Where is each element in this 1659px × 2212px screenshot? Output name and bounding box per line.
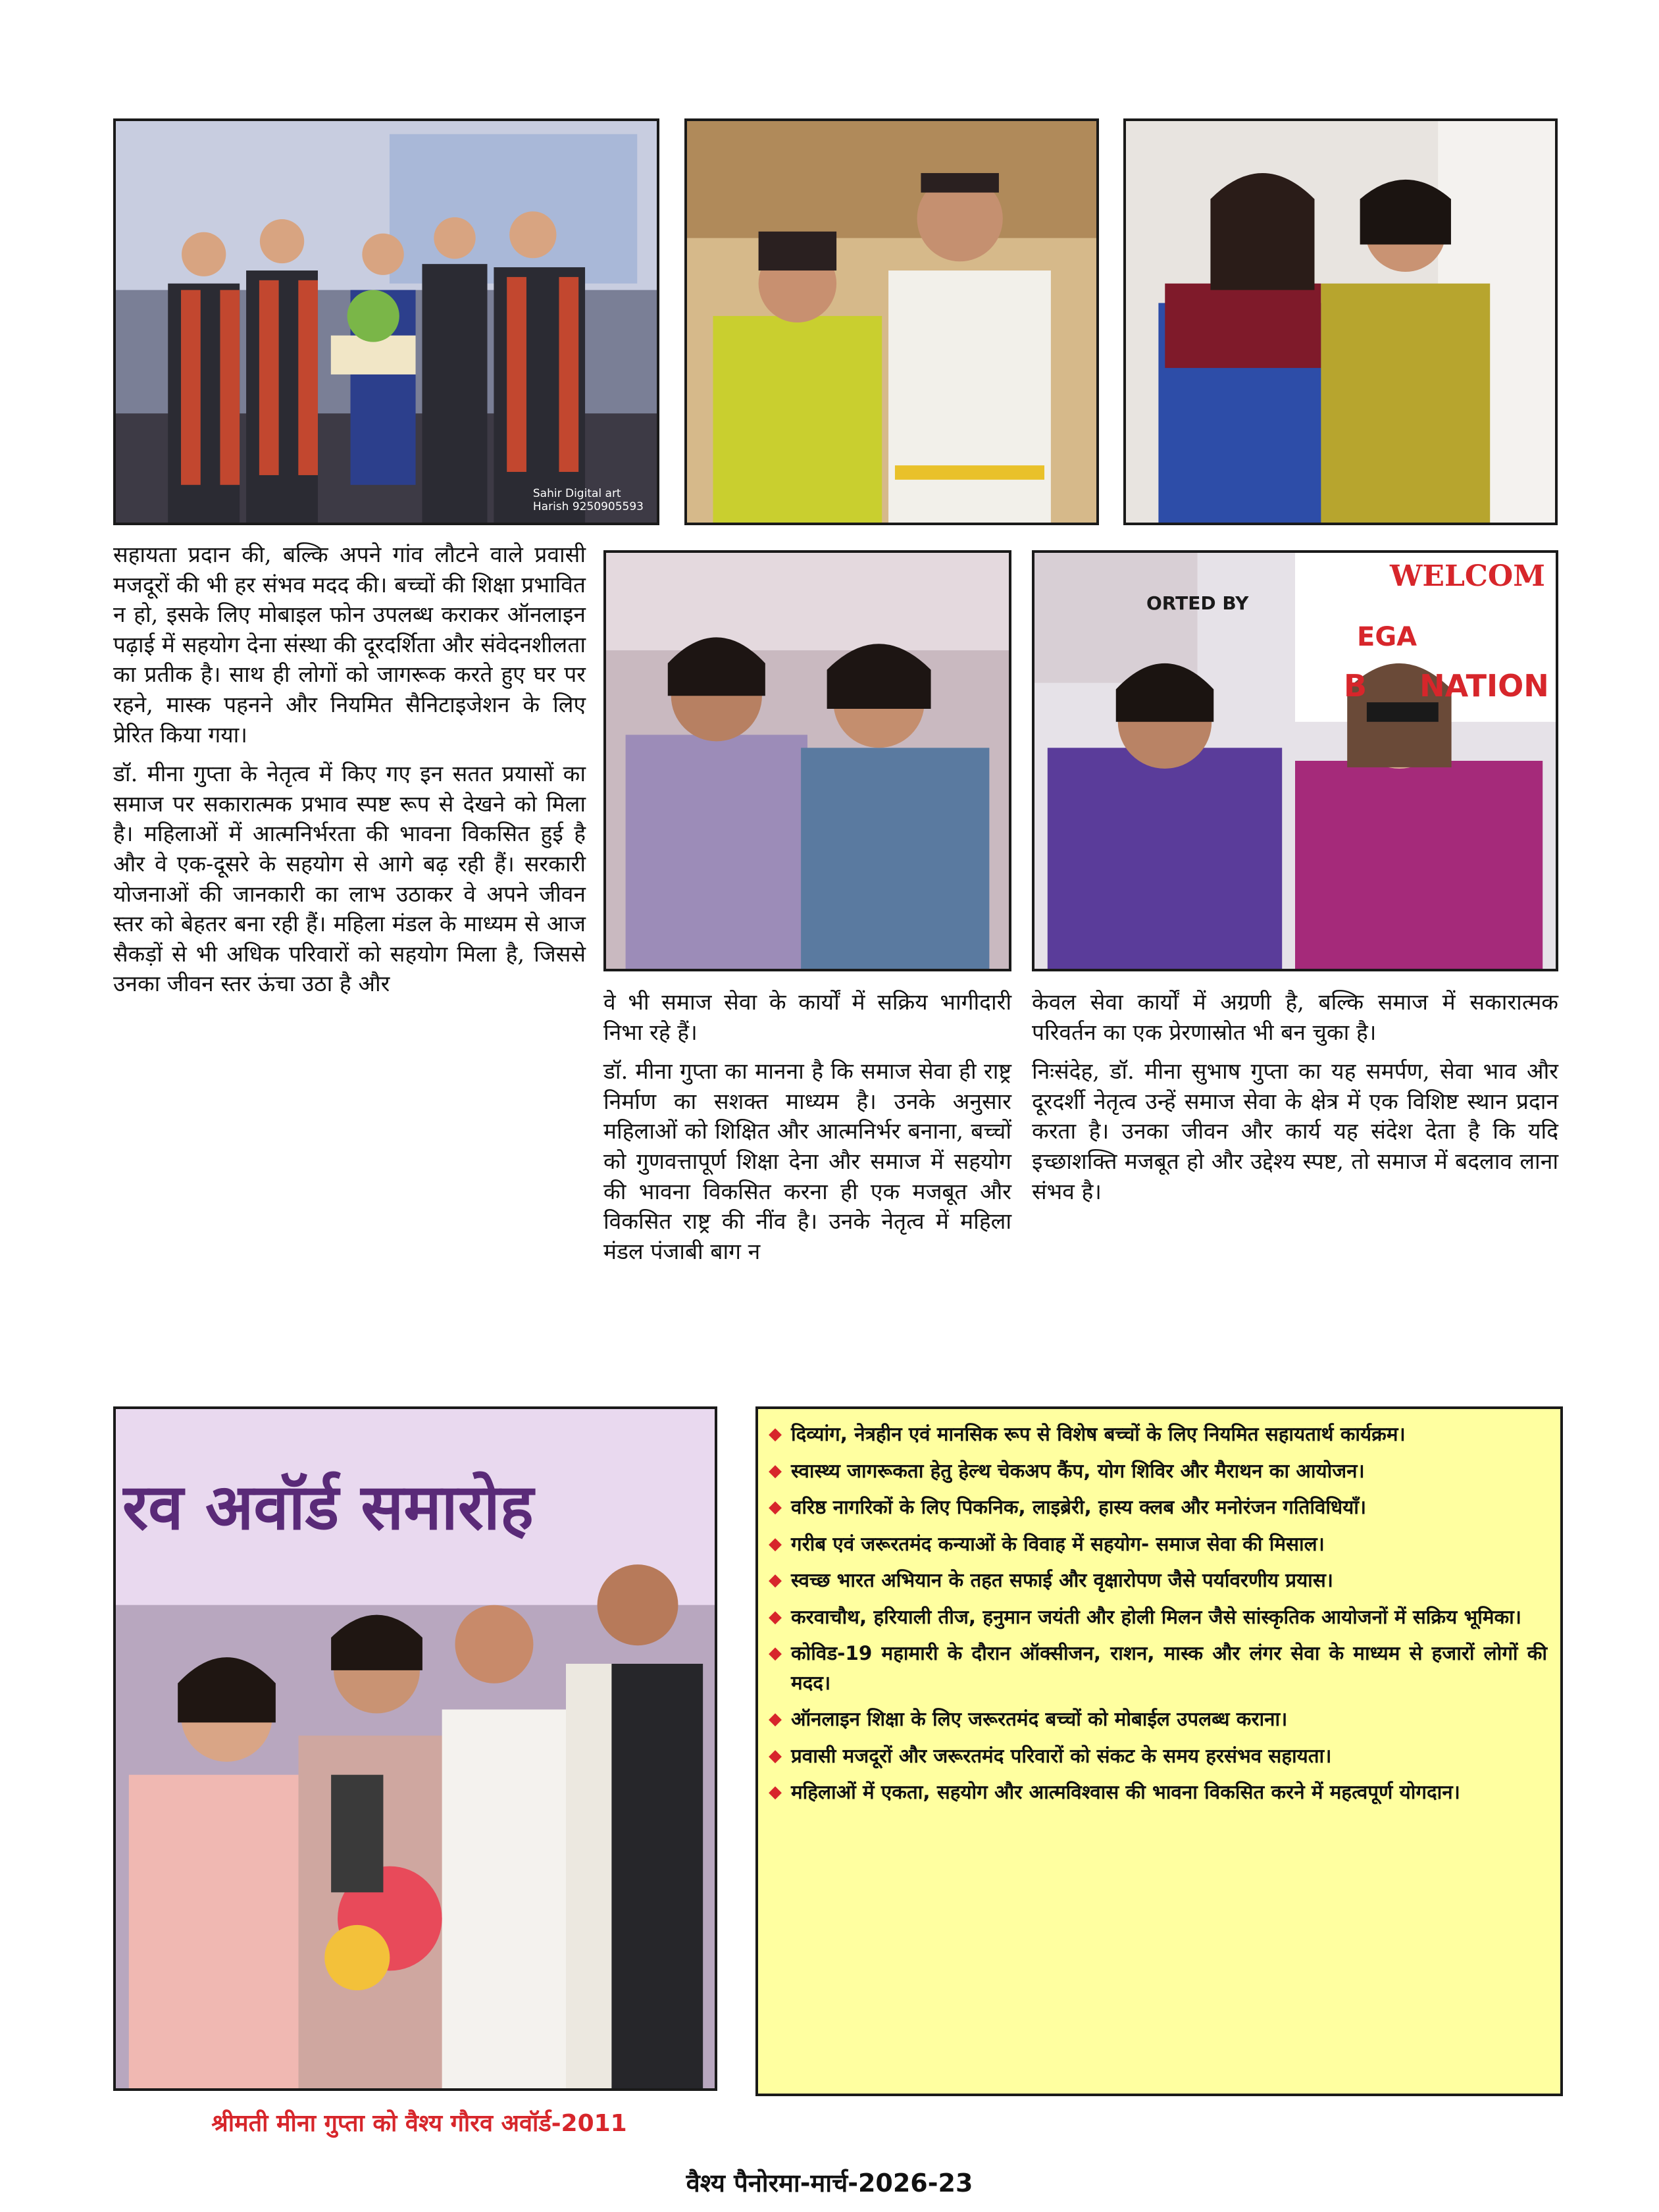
highlight-text: प्रवासी मजदूरों और जरूरतमंद परिवारों को संकट के समय हरसंभव सहायता। — [791, 1744, 1332, 1767]
saint-illustration — [687, 121, 1096, 523]
highlight-item — [767, 1639, 1547, 1697]
column-2-paragraph-1: वे भी समाज सेवा के कार्यों में सक्रिय भागीदारी निभा रहे हैं। — [603, 989, 1011, 1045]
photo-credit — [533, 487, 644, 513]
diamond-bullet-icon: ◆ — [769, 1782, 782, 1802]
column-3-paragraph-1: केवल सेवा कार्यों में अग्रणी है, बल्कि समाज में सकारात्मक परिवर्तन का एक प्रेरणास्रोत भी बन चुका है। — [1032, 989, 1558, 1045]
photo-two-women — [1123, 118, 1558, 525]
highlights-box — [755, 1406, 1563, 2096]
diamond-bullet-icon: ◆ — [769, 1570, 782, 1590]
highlight-text: महिलाओं में एकता, सहयोग और आत्मविश्वास की भावना विकसित करने में महत्वपूर्ण योगदान। — [791, 1781, 1460, 1803]
highlight-item — [767, 1456, 1547, 1486]
diamond-bullet-icon: ◆ — [769, 1643, 782, 1663]
highlight-item — [767, 1530, 1547, 1559]
highlight-text: गरीब एवं जरूरतमंद कन्याओं के विवाह में सहयोग- समाज सेवा की मिसाल। — [791, 1532, 1325, 1555]
highlight-text: करवाचौथ, हरियाली तीज, हनुमान जयंती और होली मिलन जैसे सांस्कृतिक आयोजनों में सक्रिय भूमिका। — [791, 1605, 1521, 1628]
award-group-illustration — [116, 121, 657, 523]
diamond-bullet-icon: ◆ — [769, 1533, 782, 1554]
two-women-illustration — [1126, 121, 1555, 523]
embrace-illustration — [606, 553, 1009, 969]
column-3-paragraph-2: निःसंदेह, डॉ. मीना सुभाष गुप्ता का यह समर्पण, सेवा भाव और दूरदर्शी नेतृत्व उन्हें समाज सेवा के क्षेत्र में एक विशिष्ट स्थान प्रदान करता है। उनका जीवन और कार्य यह संदेश देता है कि यदि इच्छाशक्ति मजबूत हो और उद्देश्य स्पष्ट, तो समाज में बदलाव लाना संभव है। — [1032, 1058, 1558, 1204]
highlight-item — [767, 1741, 1547, 1771]
photo-with-saint — [684, 118, 1099, 525]
diamond-bullet-icon: ◆ — [769, 1709, 782, 1729]
article-column-2 — [603, 987, 1011, 1275]
diamond-bullet-icon: ◆ — [769, 1497, 782, 1517]
highlight-text: ऑनलाइन शिक्षा के लिए जरूरतमंद बच्चों को मोबाईल उपलब्ध कराना। — [791, 1708, 1288, 1730]
article-column-3 — [1032, 987, 1558, 1216]
photo-embrace — [603, 550, 1011, 971]
highlight-text: कोविड-19 महामारी के दौरान ऑक्सीजन, राशन, मास्क और लंगर सेवा के माध्यम से हजारों लोगों की मदद। — [791, 1642, 1547, 1694]
credit-line-2: Harish 9250905593 — [532, 500, 644, 513]
photo-award-group — [113, 118, 659, 525]
welcome-banner-illustration — [1034, 553, 1556, 969]
column-1-paragraph-1: सहायता प्रदान की, बल्कि अपने गांव लौटने वाले प्रवासी मजदूरों की भी हर संभव मदद की। बच्चों की शिक्षा प्रभावित न हो, इसके लिए मोबाइल फोन उपलब्ध कराकर ऑनलाइन पढ़ाई में सहयोग देना संस्था की दूरदर्शिता और संवेदनशीलता का प्रतीक है। साथ ही लोगों को जागरूक करते हुए घर पर रहने, मास्क पहनने और नियमित सैनिटाइजेशन के लिए प्रेरित किया गया। — [113, 542, 586, 748]
photo-caption: श्रीमती मीना गुप्ता को वैश्य गौरव अवॉर्ड-2011 — [211, 2110, 627, 2137]
highlight-item — [767, 1420, 1547, 1449]
banner-text-mega: EGA — [1357, 622, 1417, 652]
column-2-paragraph-2: डॉ. मीना गुप्ता का मानना है कि समाज सेवा ही राष्ट्र निर्माण का सशक्त माध्यम है। उनके अनुसार महिलाओं को शिक्षित और आत्मनिर्भर बनाना, बच्चों को गुणवत्तापूर्ण शिक्षा देना और समाज में सहयोग की भावना विकसित करना ही एक मजबूत और विकसित राष्ट्र की नींव है। उनके नेतृत्व में महिला मंडल पंजाबी बाग न — [603, 1058, 1011, 1264]
highlight-item — [767, 1603, 1547, 1632]
credit-line-1: Sahir Digital art — [532, 487, 621, 500]
article-column-1 — [113, 540, 586, 1008]
photo-welcome-banner — [1032, 550, 1558, 971]
page-footer: वैश्य पैनोरमा-मार्च-2026-23 — [686, 2169, 973, 2198]
highlight-text: स्वास्थ्य जागरूकता हेतु हेल्थ चेकअप कैंप, योग शिविर और मैराथन का आयोजन। — [791, 1459, 1365, 1482]
banner-text-welcome: WELCOM — [1390, 559, 1545, 593]
photo-award-2011 — [113, 1406, 717, 2091]
highlight-text: स्वच्छ भारत अभियान के तहत सफाई और वृक्षारोपण जैसे पर्यावरणीय प्रयास। — [791, 1569, 1333, 1591]
column-1-paragraph-2: डॉ. मीना गुप्ता के नेतृत्व में किए गए इन सतत प्रयासों का समाज पर सकारात्मक प्रभाव स्पष्ट रूप से देखने को मिला है। महिलाओं में आत्मनिर्भरता की भावना विकसित हुई है और वे एक-दूसरे के सहयोग से आगे बढ़ रही हैं। सरकारी योजनाओं की जानकारी का लाभ उठाकर वे अपने जीवन स्तर को बेहतर बना रही हैं। महिला मंडल के माध्यम से आज सैकड़ों से भी अधिक परिवारों को सहयोग मिला है, जिससे उनका जीवन स्तर ऊंचा उठा है और — [113, 761, 586, 997]
highlight-item — [767, 1566, 1547, 1595]
highlights-list — [767, 1420, 1547, 1807]
highlight-item — [767, 1778, 1547, 1807]
highlight-text: वरिष्ठ नागरिकों के लिए पिकनिक, लाइब्रेरी, हास्य क्लब और मनोरंजन गतिविधियाँ। — [791, 1496, 1367, 1518]
diamond-bullet-icon: ◆ — [769, 1607, 782, 1627]
diamond-bullet-icon: ◆ — [769, 1424, 782, 1444]
banner-text-supported: ORTED BY — [1146, 592, 1249, 614]
award-banner-text: रव अवॉर्ड समारोह — [122, 1470, 534, 1544]
highlight-item — [767, 1493, 1547, 1522]
diamond-bullet-icon: ◆ — [769, 1460, 782, 1481]
diamond-bullet-icon: ◆ — [769, 1745, 782, 1766]
highlight-text: दिव्यांग, नेत्रहीन एवं मानसिक रूप से विशेष बच्चों के लिए नियमित सहायतार्थ कार्यक्रम। — [791, 1423, 1406, 1445]
banner-text-donation: B NATION — [1344, 668, 1549, 704]
highlight-item — [767, 1705, 1547, 1734]
